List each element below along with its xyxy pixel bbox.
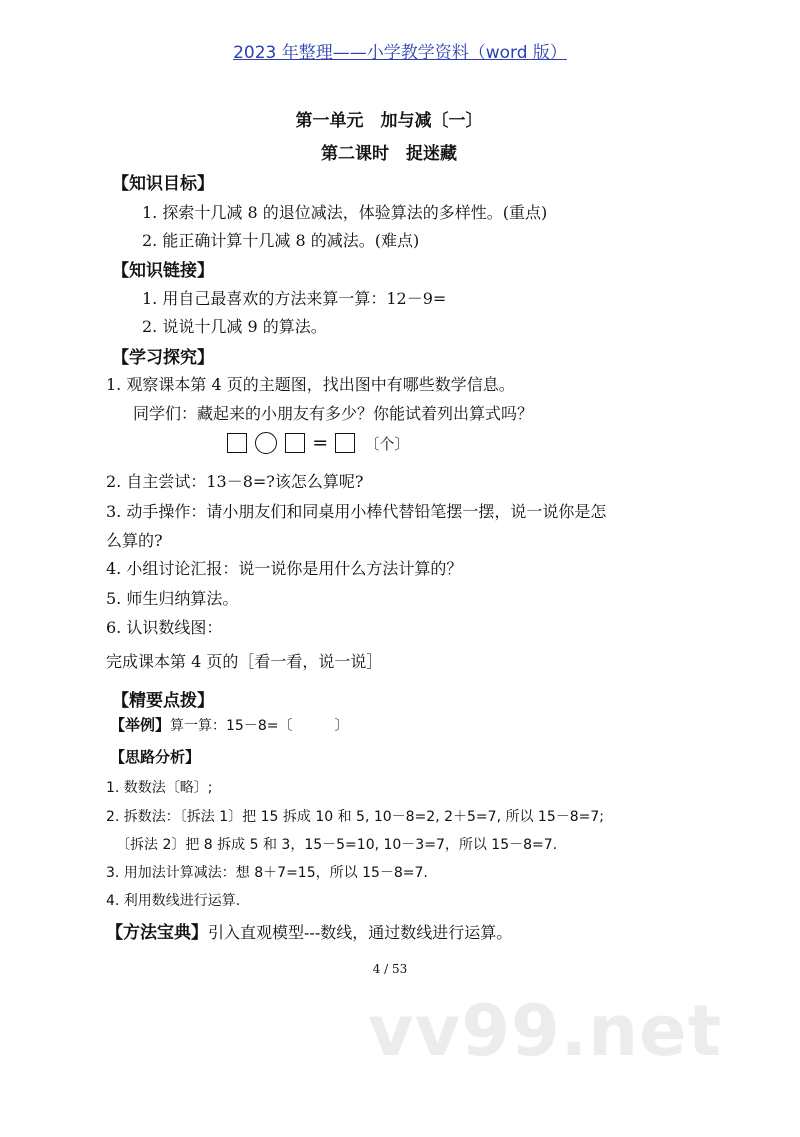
- explore-item-6: 6. 认识数线图：: [106, 618, 223, 637]
- example-text: 算一算：15－8=〔 〕: [170, 718, 349, 734]
- example-label: 【举例】: [110, 716, 171, 734]
- tips-heading: 【精要点拨】: [112, 691, 214, 711]
- knowledge-goals-heading: 【知识目标】: [112, 174, 214, 194]
- unit-label: 〔个〕: [364, 434, 410, 453]
- method-text: 引入直观模型---数线，通过数线进行运算。: [208, 923, 513, 942]
- method-label: 【方法宝典】: [106, 923, 208, 943]
- explore-item-3-line1: 3. 动手操作：请小朋友们和同桌用小棒代替铅笔摆一摆，说一说你是怎: [106, 502, 607, 521]
- analysis-line-5: 4. 利用数线进行运算.: [106, 893, 241, 909]
- blank-box-1: [227, 433, 247, 453]
- blank-box-2: [285, 433, 305, 453]
- goal-item-2: 2. 能正确计算十几减 8 的减法。(难点): [142, 231, 420, 250]
- analysis-line-4: 3. 用加法计算减法：想 8＋7=15，所以 15－8=7.: [106, 865, 428, 881]
- explore-item-4: 4. 小组讨论汇报：说一说你是用什么方法计算的？: [106, 559, 463, 578]
- blank-box-3: [335, 433, 355, 453]
- analysis-line-3: 〔拆法 2〕把 8 拆成 5 和 3，15－5=10, 10－3=7，所以 15－8=7.: [116, 837, 558, 853]
- explore-item-5: 5. 师生归纳算法。: [106, 589, 239, 608]
- goal-item-1: 1. 探索十几减 8 的退位减法，体验算法的多样性。(重点): [142, 203, 548, 222]
- unit-title: 第一单元 加与减〔一〕: [295, 111, 483, 131]
- equals-sign: =: [312, 432, 329, 454]
- header-link[interactable]: 2023 年整理——小学教学资料（word 版）: [233, 43, 567, 63]
- knowledge-link-heading: 【知识链接】: [112, 261, 214, 281]
- analysis-line-2: 2. 拆数法：〔拆法 1〕把 15 拆成 10 和 5, 10－8=2, 2＋5=7, 所以 15－8=7;: [106, 809, 604, 825]
- explore-complete: 完成课本第 4 页的［看一看，说一说］: [106, 652, 383, 671]
- watermark: vv99.net: [368, 990, 723, 1072]
- explore-heading: 【学习探究】: [112, 348, 214, 368]
- link-item-2: 2. 说说十几减 9 的算法。: [142, 317, 327, 336]
- explore-item-1: 1. 观察课本第 4 页的主题图，找出图中有哪些数学信息。: [106, 375, 515, 394]
- method-line: [106, 918, 512, 943]
- page-number: 4 / 53: [372, 962, 408, 976]
- example-line: [110, 714, 348, 735]
- explore-item-2: 2. 自主尝试：13－8=?该怎么算呢?: [106, 472, 364, 491]
- operator-circle: [255, 432, 277, 454]
- explore-item-3-line2: 么算的?: [106, 531, 163, 550]
- equation-template: [227, 432, 409, 454]
- link-item-1: 1. 用自己最喜欢的方法来算一算：12－9=: [142, 289, 447, 308]
- analysis-heading: 【思路分析】: [110, 748, 201, 766]
- explore-question: 同学们：藏起来的小朋友有多少？你能试着列出算式吗？: [133, 404, 534, 423]
- analysis-line-1: 1. 数数法〔略〕;: [106, 780, 213, 796]
- lesson-title: 第二课时 捉迷藏: [321, 144, 457, 164]
